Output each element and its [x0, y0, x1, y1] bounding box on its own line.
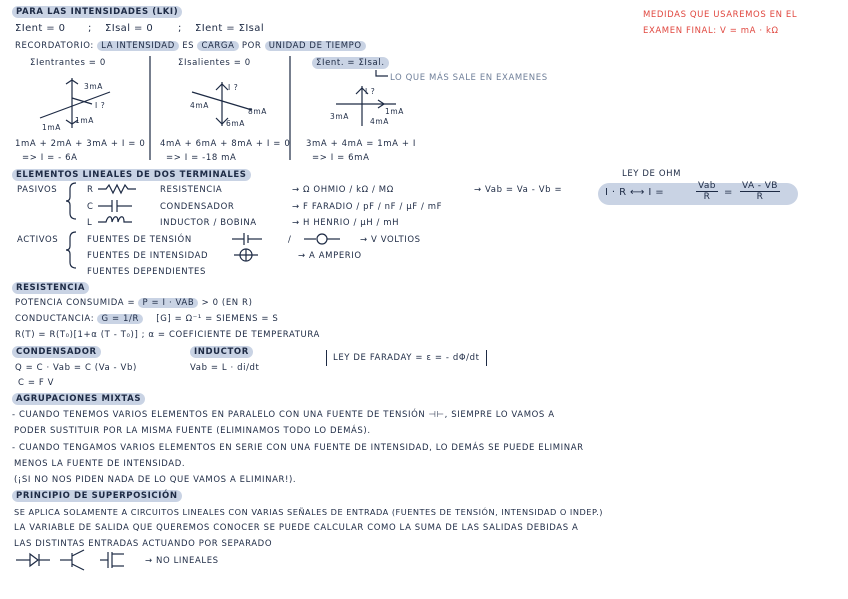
- current-source-symbol: [234, 249, 258, 261]
- l-name: INDUCTOR / BOBINA: [160, 218, 257, 228]
- potencia-line: [15, 297, 252, 309]
- agrupaciones-line-3: - CUANDO TENGAMOS VARIOS ELEMENTOS EN SERIE CON UNA FUENTE DE INTENSIDAD, LO DEMÁS SE PUEDE ELIMINAR: [12, 443, 584, 453]
- dc-voltage-source-symbol: [232, 233, 262, 245]
- no-lineales: → NO LINEALES: [145, 556, 219, 566]
- reminder-carga: CARGA: [197, 41, 238, 51]
- temperatura-formula: R(T) = R(T₀)[1+α (T - T₀)] ; α = COEFICIENTE DE TEMPERATURA: [15, 330, 320, 340]
- d1-bottom-label: 1mA: [75, 116, 95, 125]
- d2-left-label: 4mA: [190, 101, 210, 110]
- c-letter: C: [87, 202, 94, 212]
- l-unit: → H HENRIO / μH / mH: [292, 218, 400, 228]
- conductancia-line: [15, 313, 278, 325]
- conductancia-units: [G] = Ω⁻¹ = SIEMENS = S: [156, 314, 279, 324]
- condensador-title: CONDENSADOR: [12, 346, 101, 358]
- reminder-unidad-tiempo: UNIDAD DE TIEMPO: [265, 41, 366, 51]
- exam-note-arrow: [376, 70, 388, 76]
- pasivos-label: PASIVOS: [17, 185, 58, 195]
- c-name: CONDENSADOR: [160, 202, 235, 212]
- inductor-equation: Vab = L · di/dt: [190, 363, 260, 373]
- fuentes-intensidad-unit: → A AMPERIO: [298, 251, 362, 261]
- mosfet-symbol: [100, 552, 124, 568]
- inductor-title: INDUCTOR: [190, 346, 253, 358]
- r-unit: → Ω OHMIO / kΩ / MΩ: [292, 185, 394, 195]
- slash-separator: /: [288, 235, 292, 245]
- col1-equation: 1mA + 2mA + 3mA + I = 0: [15, 139, 146, 149]
- conductancia-label: CONDUCTANCIA:: [15, 314, 95, 324]
- superposicion-title: PRINCIPIO DE SUPERPOSICIÓN: [12, 490, 182, 502]
- elements-title: ELEMENTOS LINEALES DE DOS TERMINALES: [12, 169, 251, 181]
- exam-note-line-1: MEDIDAS QUE USAREMOS EN EL: [643, 10, 798, 20]
- fuentes-tension-unit: → V VOLTIOS: [360, 235, 421, 245]
- diode-symbol: [16, 554, 50, 566]
- col2-equation: 4mA + 6mA + 8mA + I = 0: [160, 139, 291, 149]
- kirchhoff-eq-2: ΣIsal = 0: [105, 23, 154, 34]
- activos-brace: [66, 232, 76, 268]
- reminder-es: ES: [182, 41, 195, 51]
- ac-voltage-source-symbol: [304, 234, 340, 244]
- d2-top-label: I ?: [228, 83, 239, 92]
- agrupaciones-line-4: MENOS LA FUENTE DE INTENSIDAD.: [14, 459, 186, 469]
- condensador-equation: Q = C · Vab = C (Va - Vb): [15, 363, 137, 373]
- col2-title: ΣIsalientes = 0: [178, 58, 251, 68]
- fuentes-dependientes: FUENTES DEPENDIENTES: [87, 267, 207, 277]
- d1-right-label: I ?: [95, 101, 106, 110]
- col3-result: => I = 6mA: [312, 153, 370, 163]
- d3-left-label: 3mA: [330, 112, 350, 121]
- ohm-fraction-2: [740, 181, 780, 202]
- d3-top-label: I ?: [365, 87, 376, 96]
- ohm-fraction-1: [696, 181, 718, 202]
- inductor-symbol: [98, 217, 132, 222]
- col2-result: => I = -18 mA: [166, 153, 237, 163]
- potencia-formula: P = I · VAB: [138, 298, 198, 308]
- kirchhoff-eq-3: ΣIent = ΣIsal: [195, 23, 264, 34]
- l-letter: L: [87, 218, 93, 228]
- col3-equation: 3mA + 4mA = 1mA + I: [306, 139, 416, 149]
- ohm-title: LEY DE OHM: [622, 169, 682, 179]
- col3-title: ΣIent. = ΣIsal.: [312, 57, 389, 69]
- reminder-prefix: RECORDATORIO:: [15, 41, 94, 51]
- kirchhoff-title: PARA LAS INTENSIDADES (LKI): [12, 6, 182, 18]
- superposicion-line-3: LAS DISTINTAS ENTRADAS ACTUANDO POR SEPARADO: [14, 539, 273, 549]
- col1-result: => I = - 6A: [22, 153, 78, 163]
- d1-top-label: 3mA: [84, 82, 104, 91]
- fuentes-tension: FUENTES DE TENSIÓN: [87, 235, 192, 245]
- reminder-por: POR: [241, 41, 262, 51]
- activos-label: ACTIVOS: [17, 235, 59, 245]
- pasivos-brace: [66, 183, 76, 219]
- r-name: RESISTENCIA: [160, 185, 223, 195]
- c-unit: → F FARADIO / pF / nF / μF / mF: [292, 202, 443, 212]
- kirchhoff-sep-1: ;: [88, 23, 92, 34]
- reminder-intensity: LA INTENSIDAD: [97, 41, 179, 51]
- ohm-num-1: Vab: [698, 181, 716, 191]
- d2-right-label: 8mA: [248, 107, 268, 116]
- agrupaciones-line-1: - CUANDO TENEMOS VARIOS ELEMENTOS EN PARALELO CON UNA FUENTE DE TENSIÓN ⊣⊢, SIEMPRE LO VAMOS A: [12, 410, 555, 420]
- agrupaciones-line-5: (¡SI NO NOS PIDEN NADA DE LO QUE VAMOS A ELIMINAR!).: [14, 475, 297, 485]
- kirchhoff-sep-2: ;: [178, 23, 182, 34]
- ohm-num-2: VA - VB: [742, 181, 778, 191]
- resistor-symbol: [98, 185, 136, 193]
- resistencia-title: RESISTENCIA: [12, 282, 89, 294]
- superposicion-line-1: SE APLICA SOLAMENTE A CIRCUITOS LINEALES CON VARIAS SEÑALES DE ENTRADA (FUENTES DE TENSIÓN, INTENSIDAD O INDEP.): [14, 507, 603, 517]
- potencia-label: POTENCIA CONSUMIDA =: [15, 298, 136, 308]
- ohm-law-left: I · R ⟷ I =: [605, 187, 665, 198]
- ohm-den-1: R: [703, 192, 711, 202]
- agrupaciones-line-2: PODER SUSTITUIR POR LA MISMA FUENTE (ELIMINAMOS TODO LO DEMÁS).: [14, 426, 371, 436]
- capacitor-symbol: [98, 200, 132, 212]
- d3-right-label: 1mA: [385, 107, 405, 116]
- ohm-equals: =: [724, 187, 733, 198]
- condensador-units: C = F V: [18, 378, 55, 388]
- transistor-symbol: [60, 550, 84, 570]
- fuentes-intensidad: FUENTES DE INTENSIDAD: [87, 251, 209, 261]
- reminder-line: [15, 40, 366, 52]
- d2-bottom-label: 6mA: [226, 119, 246, 128]
- vab-equation: → Vab = Va - Vb =: [474, 185, 563, 195]
- d3-bottom-label: 4mA: [370, 117, 390, 126]
- ohm-den-2: R: [756, 192, 764, 202]
- exam-note: LO QUE MÁS SALE EN EXAMENES: [390, 73, 548, 83]
- d1-left-label: 1mA: [42, 123, 62, 132]
- superposicion-line-2: LA VARIABLE DE SALIDA QUE QUEREMOS CONOCER SE PUEDE CALCULAR COMO LA SUMA DE LAS SALIDAS DEBIDAS A: [14, 523, 579, 533]
- exam-note-line-2: EXAMEN FINAL: V = mA · kΩ: [643, 26, 779, 36]
- potencia-tail: > 0 (EN R): [201, 298, 253, 308]
- faraday-law: LEY DE FARADAY = ε = - dΦ/dt: [326, 350, 487, 366]
- r-letter: R: [87, 185, 94, 195]
- kirchhoff-eq-1: ΣIent = 0: [15, 23, 66, 34]
- conductancia-formula: G = 1/R: [97, 314, 143, 324]
- col1-title: ΣIentrantes = 0: [30, 58, 106, 68]
- agrupaciones-title: AGRUPACIONES MIXTAS: [12, 393, 145, 405]
